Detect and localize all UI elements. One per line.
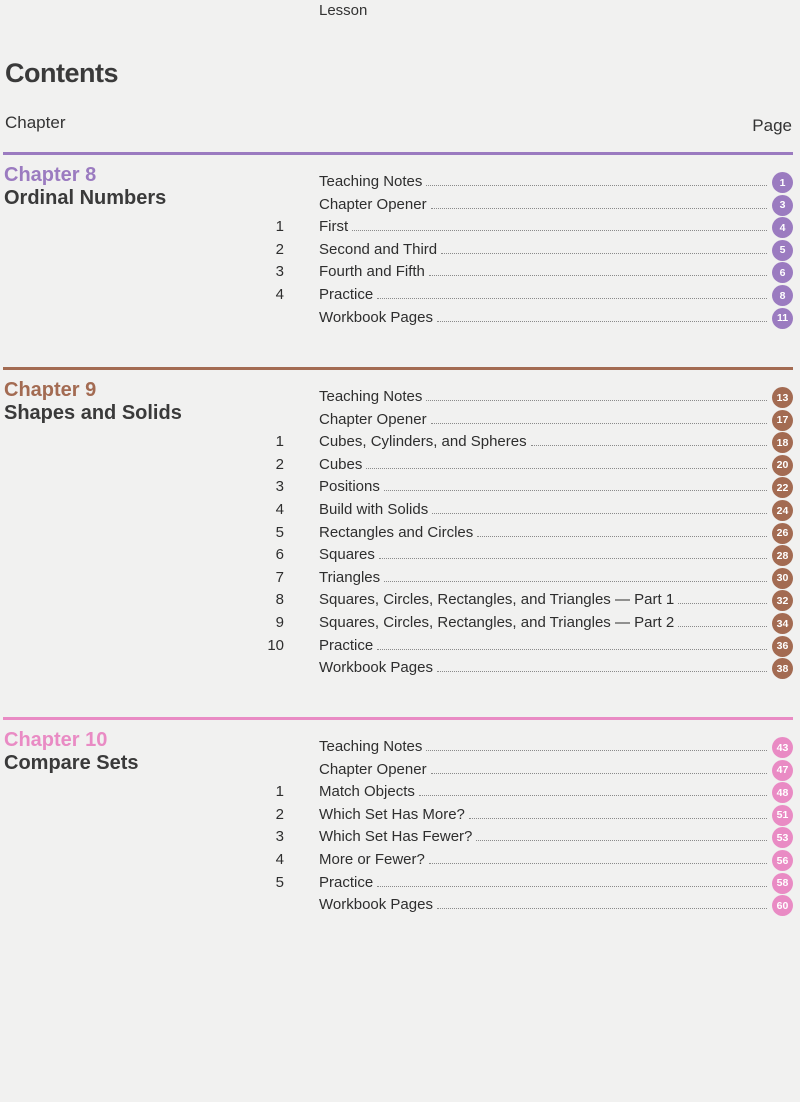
lesson-line (319, 659, 767, 676)
toc-entry[interactable] (0, 307, 800, 329)
toc-entry[interactable] (0, 499, 800, 521)
toc-entry[interactable] (0, 409, 800, 431)
chapter-column-header: Chapter (5, 113, 66, 132)
page-number-badge: 28 (772, 545, 793, 566)
lesson-line (319, 218, 767, 235)
page-number-badge: 18 (772, 432, 793, 453)
dot-leader (476, 839, 767, 841)
lesson-title: Cubes (319, 455, 363, 473)
lesson-line (319, 173, 767, 190)
chapter-divider (3, 152, 793, 155)
toc-entry[interactable] (0, 826, 800, 848)
lesson-line (319, 309, 767, 326)
chapter-divider (3, 717, 793, 720)
toc-entry[interactable] (0, 635, 800, 657)
lesson-line (319, 806, 767, 823)
lesson-number: 10 (267, 636, 284, 654)
lesson-line (319, 828, 767, 845)
dot-leader (429, 862, 767, 864)
chapter-number: Chapter 10 (4, 729, 108, 751)
lesson-line (319, 456, 767, 473)
lesson-title: Teaching Notes (319, 173, 423, 190)
toc-entry[interactable] (0, 454, 800, 476)
dot-leader (366, 467, 767, 469)
dot-leader (531, 444, 767, 446)
lesson-line (319, 501, 767, 518)
lesson-title: Build with Solids (319, 501, 429, 518)
toc-entry[interactable] (0, 759, 800, 781)
toc-entry[interactable] (0, 544, 800, 566)
page-number-badge: 30 (772, 568, 793, 589)
lesson-number: 3 (275, 478, 284, 496)
lesson-title: Teaching Notes (319, 388, 423, 405)
page-number-badge: 60 (772, 895, 793, 916)
toc-entry[interactable] (0, 589, 800, 611)
lesson-line (319, 196, 767, 213)
dot-leader (678, 625, 767, 627)
lesson-number: 4 (275, 851, 284, 868)
lesson-number: 1 (275, 783, 284, 801)
dot-leader (431, 207, 767, 209)
lesson-title: Triangles (319, 568, 381, 586)
lesson-number: 7 (275, 568, 284, 586)
dot-leader (379, 557, 767, 559)
dot-leader (432, 512, 767, 514)
lesson-line (319, 783, 767, 800)
chapter-section (0, 367, 800, 701)
toc-entry[interactable] (0, 804, 800, 826)
page-number-badge: 58 (772, 873, 793, 894)
lesson-title: More or Fewer? (319, 851, 425, 868)
toc-entry[interactable] (0, 284, 800, 306)
chapter-divider (3, 367, 793, 370)
chapter-title: Ordinal Numbers (4, 187, 167, 209)
dot-leader (431, 772, 767, 774)
dot-leader (437, 320, 767, 322)
toc-entry[interactable] (0, 239, 800, 261)
lesson-title: Squares (319, 546, 375, 564)
dot-leader (437, 907, 767, 909)
dot-leader (426, 399, 767, 401)
dot-leader (419, 794, 767, 796)
lesson-line (319, 433, 767, 450)
lesson-line (319, 614, 767, 631)
page-number-badge: 34 (772, 613, 793, 634)
page-number-badge: 8 (772, 285, 793, 306)
lesson-number: 5 (275, 523, 284, 541)
page-number-badge: 51 (772, 805, 793, 826)
chapter-section (0, 717, 800, 938)
lesson-title: Teaching Notes (319, 738, 423, 755)
lesson-line (319, 286, 767, 303)
lesson-column-header: Lesson (319, 2, 368, 19)
lesson-title: Chapter Opener (319, 410, 427, 428)
lesson-line (319, 241, 767, 258)
page-number-badge: 6 (772, 262, 793, 283)
dot-leader (441, 252, 767, 254)
page-number-badge: 53 (772, 827, 793, 848)
lesson-title: Practice (319, 873, 374, 891)
toc-entry[interactable] (0, 612, 800, 634)
lesson-number: 1 (275, 433, 284, 451)
page-number-badge: 4 (772, 217, 793, 238)
page-number-badge: 13 (772, 387, 793, 408)
lesson-title: Rectangles and Circles (319, 523, 474, 541)
page-number-badge: 11 (772, 308, 793, 329)
lesson-number: 2 (275, 240, 284, 258)
lesson-number: 3 (275, 828, 284, 846)
lesson-number: 5 (275, 873, 284, 891)
page-number-badge: 1 (772, 172, 793, 193)
toc-entry[interactable] (0, 894, 800, 916)
toc-entry[interactable] (0, 872, 800, 894)
toc-entry[interactable] (0, 476, 800, 498)
lesson-number: 9 (275, 614, 284, 631)
lesson-title: Which Set Has More? (319, 805, 465, 823)
lesson-line (319, 591, 767, 608)
page-number-badge: 3 (772, 195, 793, 216)
lesson-line (319, 263, 767, 280)
lesson-title: Workbook Pages (319, 308, 433, 326)
lesson-number: 1 (275, 218, 284, 236)
toc-entry[interactable] (0, 386, 800, 408)
toc-entry[interactable] (0, 781, 800, 803)
dot-leader (384, 580, 767, 582)
dot-leader (426, 184, 767, 186)
toc-entry[interactable] (0, 736, 800, 758)
toc-entry[interactable] (0, 261, 800, 283)
lesson-title: Workbook Pages (319, 659, 433, 677)
dot-leader (429, 274, 767, 276)
lesson-title: Fourth and Fifth (319, 263, 425, 281)
toc-entry[interactable] (0, 849, 800, 871)
lesson-number: 8 (275, 591, 284, 609)
page-number-badge: 56 (772, 850, 793, 871)
lesson-title: First (319, 218, 349, 236)
page-number-badge: 48 (772, 782, 793, 803)
dot-leader (384, 489, 767, 491)
lesson-title: Practice (319, 286, 374, 303)
lesson-number: 4 (275, 501, 284, 518)
toc-entry[interactable] (0, 431, 800, 453)
lesson-line (319, 761, 767, 778)
lesson-line (319, 524, 767, 541)
lesson-line (319, 637, 767, 654)
lesson-number: 2 (275, 805, 284, 823)
lesson-title: Squares, Circles, Rectangles, and Triangles — Part 1 (319, 591, 675, 609)
page-number-badge: 32 (772, 590, 793, 611)
toc-entry[interactable] (0, 171, 800, 193)
page-number-badge: 43 (772, 737, 793, 758)
toc-entry[interactable] (0, 522, 800, 544)
dot-leader (377, 648, 767, 650)
lesson-title: Practice (319, 636, 374, 654)
lesson-line (319, 478, 767, 495)
lesson-title: Chapter Opener (319, 195, 427, 213)
page-number-badge: 47 (772, 760, 793, 781)
lesson-title: Workbook Pages (319, 896, 433, 914)
dot-leader (352, 229, 767, 231)
page-number-badge: 36 (772, 636, 793, 657)
page-number-badge: 24 (772, 500, 793, 521)
lesson-number: 2 (275, 455, 284, 473)
page-number-badge: 22 (772, 477, 793, 498)
page-title: Contents (5, 58, 118, 88)
lesson-line (319, 388, 767, 405)
lesson-number: 3 (275, 263, 284, 281)
lesson-title: Match Objects (319, 783, 415, 801)
toc-entry[interactable] (0, 194, 800, 216)
dot-leader (477, 535, 767, 537)
dot-leader (426, 749, 767, 751)
dot-leader (377, 297, 767, 299)
toc-entry[interactable] (0, 216, 800, 238)
dot-leader (469, 817, 767, 819)
page-number-badge: 5 (772, 240, 793, 261)
toc-entry[interactable] (0, 567, 800, 589)
lesson-line (319, 851, 767, 868)
dot-leader (377, 885, 767, 887)
page-number-badge: 17 (772, 410, 793, 431)
lesson-title: Which Set Has Fewer? (319, 828, 473, 846)
lesson-line (319, 738, 767, 755)
toc-entry[interactable] (0, 657, 800, 679)
lesson-title: Squares, Circles, Rectangles, and Triangles — Part 2 (319, 614, 675, 631)
dot-leader (437, 670, 767, 672)
page-column-header: Page (752, 116, 792, 135)
lesson-number: 6 (275, 546, 284, 564)
page-number-badge: 26 (772, 523, 793, 544)
chapter-section (0, 152, 800, 350)
dot-leader (431, 422, 767, 424)
lesson-line (319, 874, 767, 891)
lesson-line (319, 546, 767, 563)
lesson-title: Second and Third (319, 240, 438, 258)
chapter-title: Compare Sets (4, 752, 139, 774)
lesson-number: 4 (275, 286, 284, 303)
chapter-title: Shapes and Solids (4, 402, 182, 424)
lesson-line (319, 896, 767, 913)
chapter-number: Chapter 9 (4, 379, 97, 401)
lesson-title: Positions (319, 478, 380, 496)
page-number-badge: 20 (772, 455, 793, 476)
chapter-number: Chapter 8 (4, 164, 97, 186)
page-number-badge: 38 (772, 658, 793, 679)
lesson-line (319, 411, 767, 428)
lesson-title: Cubes, Cylinders, and Spheres (319, 433, 527, 451)
dot-leader (678, 602, 767, 604)
lesson-title: Chapter Opener (319, 760, 427, 778)
lesson-line (319, 569, 767, 586)
